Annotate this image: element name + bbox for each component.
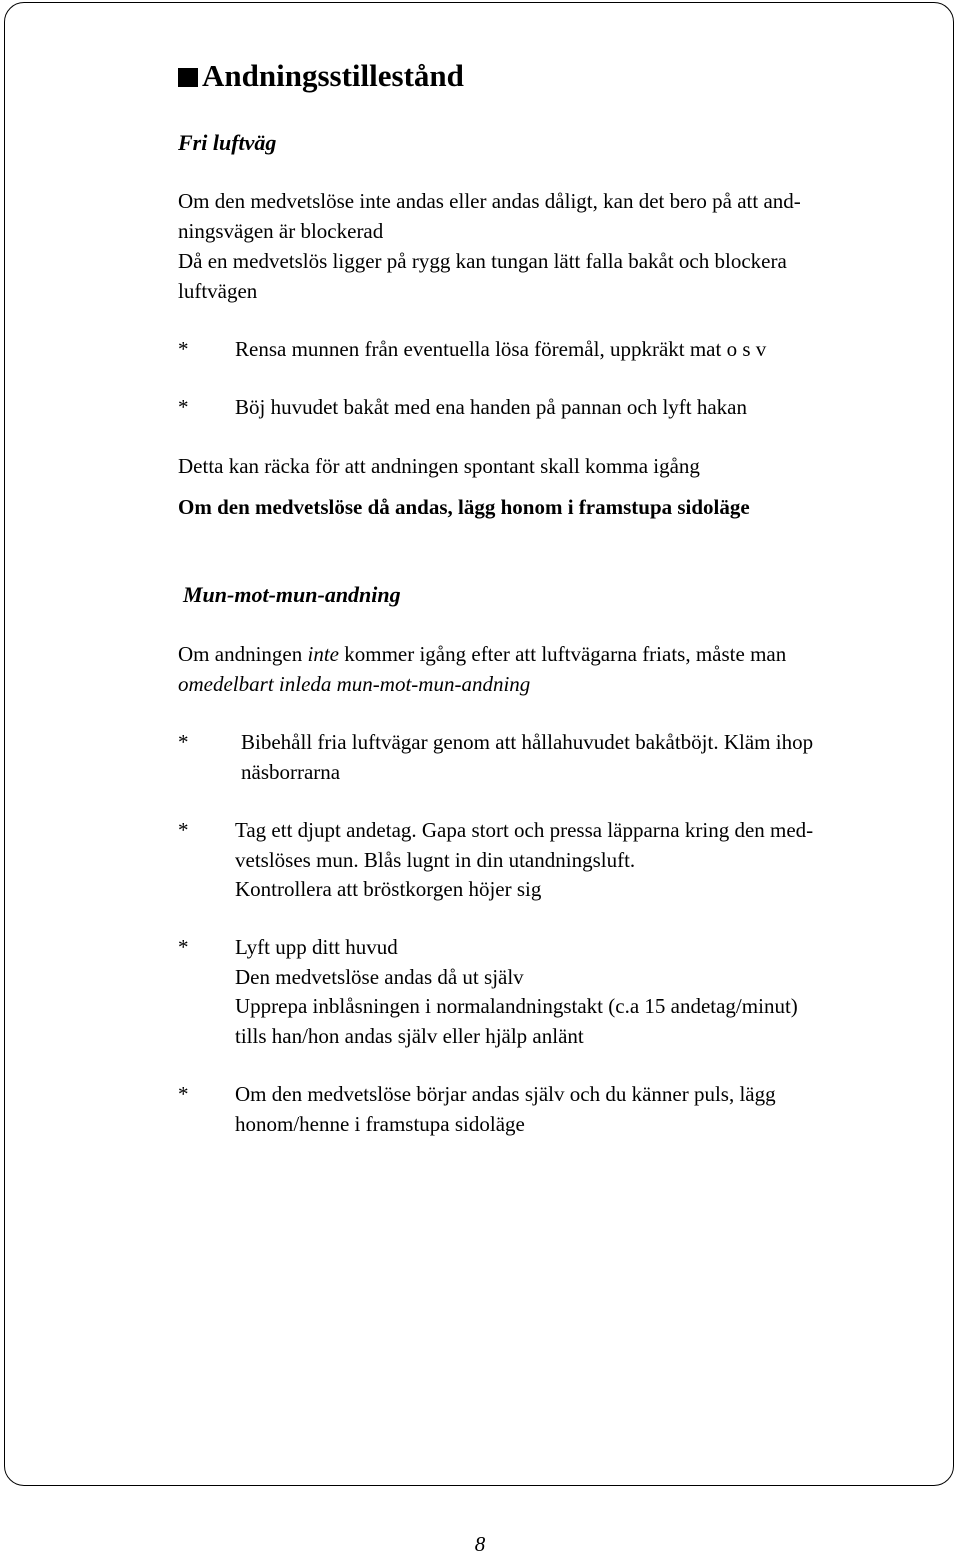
bullet-line: Om den medvetslöse börjar andas själv och du känner puls, lägg: [235, 1082, 776, 1106]
bullet-marker: *: [178, 337, 189, 361]
intro-line: Då en medvetslös ligger på rygg kan tungan lätt falla bakåt och blockera: [178, 249, 787, 273]
bullet-text: [241, 728, 813, 787]
intro-line: [178, 639, 786, 669]
bullet-text: Böj huvudet bakåt med ena handen på pannan och lyft hakan: [235, 395, 747, 419]
bullet-text: [235, 933, 798, 1051]
intro-line: Om den medvetslöse inte andas eller andas dåligt, kan det bero på att and-: [178, 189, 801, 213]
result-text: Detta kan räcka för att andningen spontant skall komma igång: [178, 454, 700, 478]
page-title-text: Andningsstillestånd: [202, 58, 464, 93]
section2-intro: [178, 639, 786, 699]
bullet-line: Tag ett djupt andetag. Gapa stort och pressa läpparna kring den med-: [235, 818, 814, 842]
bullet-line: Lyft upp ditt huvud: [235, 935, 398, 959]
title-square-icon: [178, 68, 198, 87]
intro-emphasis: inte: [307, 642, 339, 666]
bullet-line: näsborrarna: [241, 759, 341, 784]
section-heading-fri-luftvag: Fri luftväg: [178, 130, 277, 155]
bullet-marker: *: [178, 730, 189, 754]
bullet-line: tills han/hon andas själv eller hjälp anlänt: [235, 1023, 584, 1048]
intro-post: kommer igång efter att luftvägarna friats, måste man: [338, 642, 787, 666]
bullet-line: Den medvetslöse andas då ut själv: [235, 964, 524, 989]
bullet-marker: *: [178, 818, 189, 842]
bullet-marker: *: [178, 935, 189, 959]
bullet-text: Rensa munnen från eventuella lösa föremål, uppkräkt mat o s v: [235, 337, 767, 361]
bullet-line: Upprepa inblåsningen i normalandningstakt (c.a 15 andetag/minut): [235, 994, 798, 1018]
section-heading-mun-mot-mun: Mun-mot-mun-andning: [183, 582, 401, 607]
bullet-text: [235, 1080, 776, 1139]
bullet-line: Kontrollera att bröstkorgen höjer sig: [235, 877, 542, 901]
bullet-text: [235, 816, 813, 905]
page-title: [178, 56, 464, 96]
bullet-line: vetslöses mun. Blås lugnt in din utandningsluft.: [235, 847, 636, 872]
bullet-line: Bibehåll fria luftvägar genom att hållahuvudet bakåtböjt. Kläm ihop: [241, 730, 814, 754]
intro-line: omedelbart inleda mun-mot-mun-andning: [178, 672, 531, 696]
bullet-marker: *: [178, 1082, 189, 1106]
intro-line: ningsvägen är blockerad: [178, 219, 384, 243]
intro-line: luftvägen: [178, 279, 258, 303]
bold-instruction: Om den medvetslöse då andas, lägg honom i framstupa sidoläge: [178, 495, 750, 519]
section1-intro: [178, 186, 801, 306]
bullet-marker: *: [178, 395, 189, 419]
intro-pre: Om andningen: [178, 642, 308, 666]
page-number: 8: [474, 1532, 486, 1556]
bullet-line: honom/henne i framstupa sidoläge: [235, 1111, 525, 1136]
